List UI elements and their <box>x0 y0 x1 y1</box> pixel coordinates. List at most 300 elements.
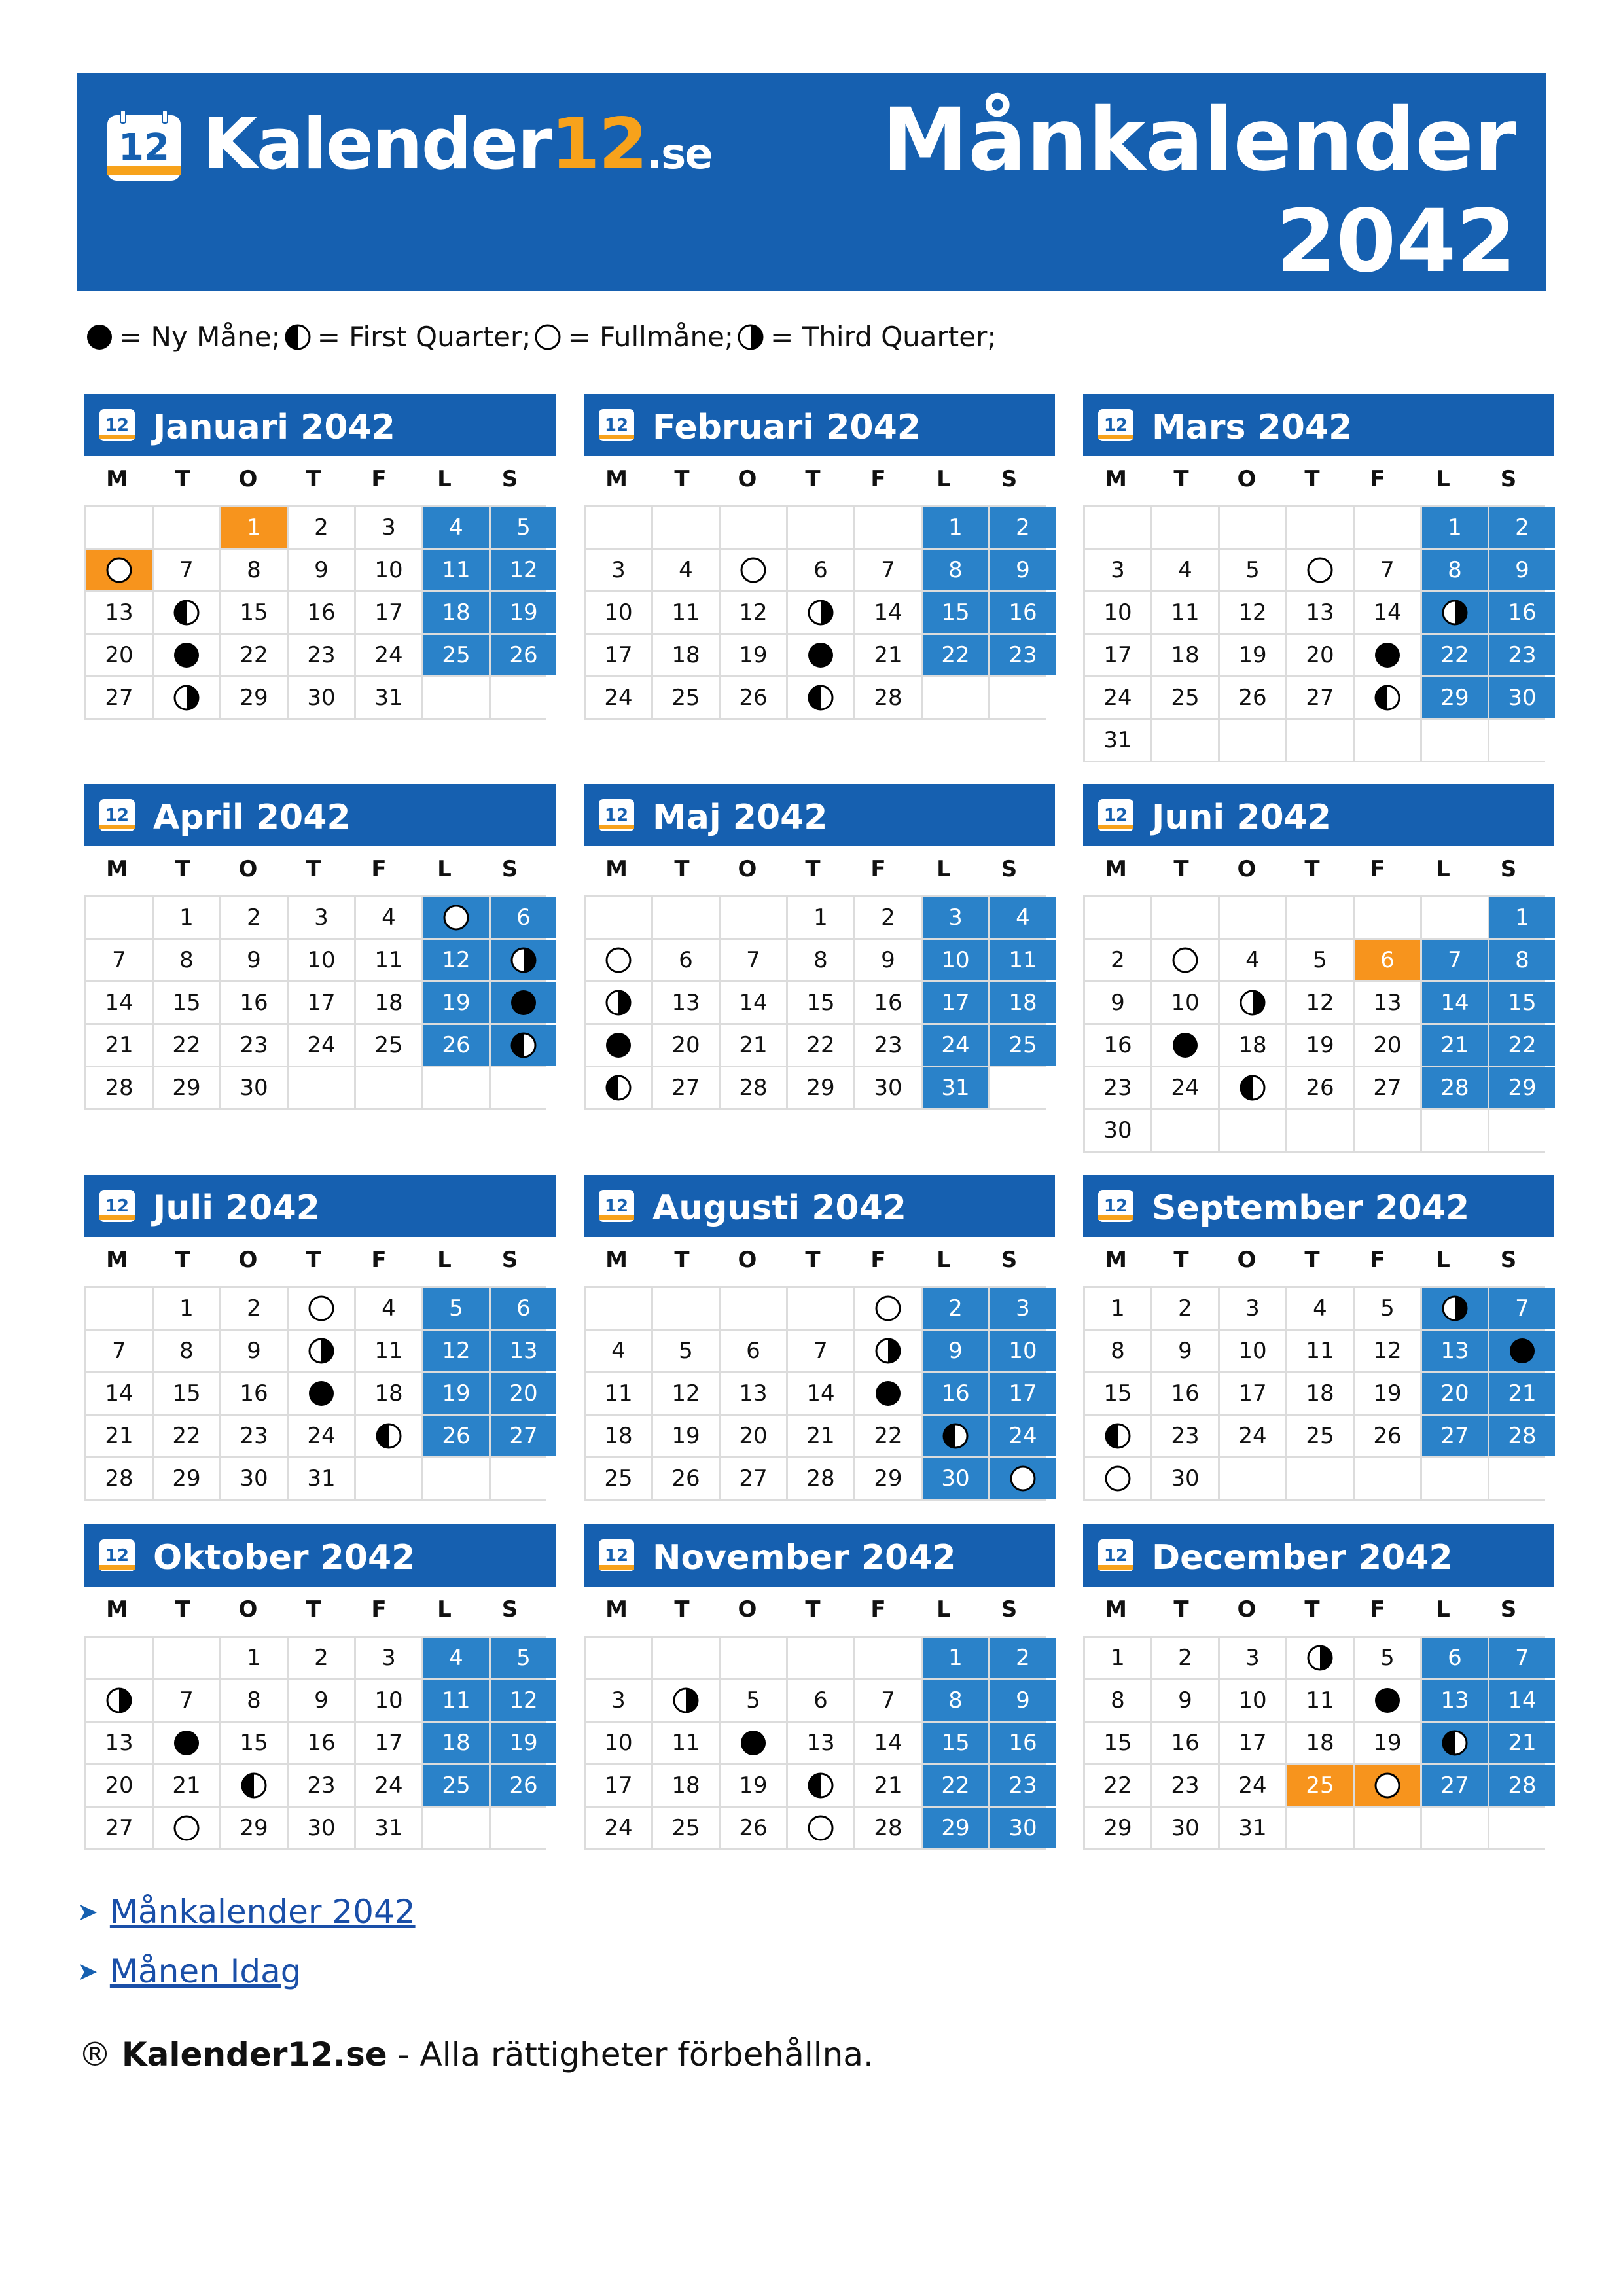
day-cell[interactable]: 26 <box>423 1025 489 1066</box>
day-cell[interactable]: 10 <box>1220 1331 1285 1371</box>
day-cell[interactable]: 9 <box>289 1680 354 1721</box>
day-cell[interactable]: 28 <box>788 1458 853 1499</box>
day-cell[interactable]: 1 <box>154 897 219 938</box>
day-cell[interactable]: 16 <box>1152 1723 1218 1763</box>
day-cell[interactable]: 18 <box>356 1373 421 1414</box>
day-cell[interactable]: 5 <box>653 1331 719 1371</box>
day-cell[interactable]: 11 <box>653 592 719 633</box>
day-cell[interactable]: 24 <box>356 635 421 675</box>
day-cell[interactable]: 10 <box>586 592 651 633</box>
day-cell[interactable]: 15 <box>221 592 287 633</box>
day-cell[interactable]: 24 <box>289 1025 354 1066</box>
moon-phase-day[interactable] <box>423 897 489 938</box>
moon-phase-day[interactable] <box>1220 982 1285 1023</box>
day-cell[interactable]: 19 <box>653 1416 719 1456</box>
day-cell[interactable]: 11 <box>423 1680 489 1721</box>
day-cell[interactable]: 10 <box>1085 592 1150 633</box>
day-cell[interactable]: 6 <box>653 940 719 980</box>
day-cell[interactable]: 25 <box>990 1025 1056 1066</box>
day-cell[interactable]: 17 <box>586 1765 651 1806</box>
day-cell[interactable]: 1 <box>1422 507 1488 548</box>
moon-phase-day[interactable] <box>1085 1458 1150 1499</box>
day-cell[interactable]: 7 <box>788 1331 853 1371</box>
day-cell[interactable]: 12 <box>491 1680 556 1721</box>
day-cell[interactable]: 3 <box>586 1680 651 1721</box>
day-cell[interactable]: 8 <box>923 1680 988 1721</box>
day-cell[interactable]: 10 <box>1152 982 1218 1023</box>
day-cell[interactable]: 10 <box>586 1723 651 1763</box>
day-cell[interactable]: 15 <box>788 982 853 1023</box>
moon-phase-day[interactable] <box>356 1416 421 1456</box>
day-cell[interactable]: 27 <box>721 1458 786 1499</box>
day-cell[interactable]: 22 <box>923 1765 988 1806</box>
day-cell[interactable]: 13 <box>788 1723 853 1763</box>
day-cell[interactable]: 11 <box>990 940 1056 980</box>
day-cell[interactable]: 26 <box>423 1416 489 1456</box>
day-cell[interactable]: 23 <box>990 635 1056 675</box>
day-cell[interactable]: 11 <box>1287 1680 1353 1721</box>
day-cell[interactable]: 3 <box>1085 550 1150 590</box>
day-cell[interactable]: 24 <box>356 1765 421 1806</box>
day-cell[interactable]: 9 <box>221 1331 287 1371</box>
day-cell[interactable]: 18 <box>356 982 421 1023</box>
link-moon-today[interactable]: Månen Idag <box>109 1952 302 1990</box>
day-cell[interactable]: 27 <box>86 677 152 718</box>
day-cell[interactable]: 29 <box>221 1808 287 1848</box>
day-cell[interactable]: 16 <box>855 982 921 1023</box>
day-cell[interactable]: 13 <box>1287 592 1353 633</box>
day-cell[interactable]: 14 <box>86 982 152 1023</box>
moon-phase-day[interactable] <box>586 940 651 980</box>
moon-phase-day[interactable] <box>788 1765 853 1806</box>
moon-phase-day[interactable] <box>1220 1067 1285 1108</box>
moon-phase-day[interactable] <box>154 592 219 633</box>
day-cell[interactable]: 11 <box>653 1723 719 1763</box>
day-cell[interactable]: 27 <box>86 1808 152 1848</box>
day-cell[interactable]: 21 <box>1489 1373 1555 1414</box>
moon-phase-day[interactable] <box>1287 550 1353 590</box>
day-cell[interactable]: 28 <box>855 1808 921 1848</box>
day-cell[interactable]: 9 <box>289 550 354 590</box>
day-cell[interactable]: 20 <box>86 1765 152 1806</box>
day-cell[interactable]: 30 <box>221 1067 287 1108</box>
day-cell[interactable]: 7 <box>154 550 219 590</box>
day-cell[interactable]: 26 <box>1287 1067 1353 1108</box>
day-cell[interactable]: 8 <box>221 550 287 590</box>
day-cell[interactable]: 19 <box>491 592 556 633</box>
day-cell[interactable]: 16 <box>289 592 354 633</box>
day-cell[interactable]: 23 <box>221 1416 287 1456</box>
day-cell[interactable]: 9 <box>990 1680 1056 1721</box>
day-cell[interactable]: 22 <box>221 635 287 675</box>
day-cell[interactable]: 21 <box>788 1416 853 1456</box>
day-cell[interactable]: 28 <box>1489 1416 1555 1456</box>
day-cell[interactable]: 20 <box>1422 1373 1488 1414</box>
day-cell[interactable]: 3 <box>356 507 421 548</box>
day-cell[interactable]: 7 <box>1355 550 1420 590</box>
day-cell[interactable]: 20 <box>1287 635 1353 675</box>
day-cell[interactable]: 2 <box>221 1288 287 1329</box>
day-cell[interactable]: 10 <box>356 1680 421 1721</box>
day-cell[interactable]: 23 <box>990 1765 1056 1806</box>
day-cell[interactable]: 8 <box>1489 940 1555 980</box>
day-cell[interactable]: 27 <box>1422 1416 1488 1456</box>
day-cell[interactable]: 21 <box>721 1025 786 1066</box>
moon-phase-day[interactable] <box>221 1765 287 1806</box>
day-cell[interactable]: 21 <box>855 635 921 675</box>
day-cell[interactable]: 20 <box>491 1373 556 1414</box>
day-cell[interactable]: 24 <box>923 1025 988 1066</box>
moon-phase-day[interactable] <box>289 1288 354 1329</box>
day-cell[interactable]: 4 <box>1220 940 1285 980</box>
day-cell[interactable]: 2 <box>289 1638 354 1678</box>
day-cell[interactable]: 4 <box>1287 1288 1353 1329</box>
day-cell[interactable]: 9 <box>1489 550 1555 590</box>
day-cell[interactable]: 26 <box>491 635 556 675</box>
day-cell[interactable]: 17 <box>1220 1723 1285 1763</box>
day-cell[interactable]: 5 <box>1355 1288 1420 1329</box>
moon-phase-day[interactable] <box>86 550 152 590</box>
moon-phase-day[interactable] <box>721 550 786 590</box>
day-cell[interactable]: 24 <box>289 1416 354 1456</box>
day-cell[interactable]: 19 <box>1287 1025 1353 1066</box>
day-cell[interactable]: 19 <box>1355 1723 1420 1763</box>
day-cell[interactable]: 16 <box>221 1373 287 1414</box>
day-cell[interactable]: 15 <box>154 982 219 1023</box>
day-cell[interactable]: 19 <box>423 982 489 1023</box>
day-cell[interactable]: 30 <box>289 677 354 718</box>
day-cell[interactable]: 24 <box>1152 1067 1218 1108</box>
day-cell[interactable]: 10 <box>990 1331 1056 1371</box>
day-cell[interactable]: 13 <box>86 1723 152 1763</box>
day-cell[interactable]: 7 <box>1489 1638 1555 1678</box>
day-cell[interactable]: 16 <box>289 1723 354 1763</box>
day-cell[interactable]: 20 <box>86 635 152 675</box>
day-cell[interactable]: 3 <box>1220 1288 1285 1329</box>
day-cell[interactable]: 3 <box>586 550 651 590</box>
day-cell[interactable]: 3 <box>356 1638 421 1678</box>
day-cell[interactable]: 5 <box>423 1288 489 1329</box>
day-cell[interactable]: 23 <box>221 1025 287 1066</box>
day-cell[interactable]: 6 <box>1422 1638 1488 1678</box>
day-cell[interactable]: 2 <box>990 507 1056 548</box>
day-cell[interactable]: 2 <box>1489 507 1555 548</box>
day-cell[interactable]: 11 <box>423 550 489 590</box>
day-cell[interactable]: 4 <box>653 550 719 590</box>
day-cell[interactable]: 18 <box>586 1416 651 1456</box>
day-cell[interactable]: 4 <box>423 1638 489 1678</box>
day-cell[interactable]: 7 <box>721 940 786 980</box>
day-cell[interactable]: 29 <box>1489 1067 1555 1108</box>
moon-phase-day[interactable] <box>586 982 651 1023</box>
moon-phase-day[interactable] <box>586 1067 651 1108</box>
day-cell[interactable]: 17 <box>923 982 988 1023</box>
day-cell[interactable]: 22 <box>1489 1025 1555 1066</box>
day-cell[interactable]: 23 <box>1085 1067 1150 1108</box>
day-cell[interactable]: 5 <box>1355 1638 1420 1678</box>
day-cell[interactable]: 19 <box>491 1723 556 1763</box>
day-cell[interactable]: 6 <box>788 550 853 590</box>
day-cell[interactable]: 17 <box>990 1373 1056 1414</box>
day-cell[interactable]: 7 <box>1489 1288 1555 1329</box>
day-cell[interactable]: 13 <box>491 1331 556 1371</box>
day-cell[interactable]: 20 <box>653 1025 719 1066</box>
day-cell[interactable]: 23 <box>289 635 354 675</box>
day-cell[interactable]: 8 <box>788 940 853 980</box>
day-cell[interactable]: 23 <box>1152 1416 1218 1456</box>
day-cell[interactable]: 12 <box>423 1331 489 1371</box>
moon-phase-day[interactable] <box>788 677 853 718</box>
day-cell[interactable]: 14 <box>1355 592 1420 633</box>
day-cell[interactable]: 25 <box>1287 1416 1353 1456</box>
day-cell[interactable]: 30 <box>1085 1110 1150 1151</box>
moon-phase-day[interactable] <box>788 592 853 633</box>
day-cell[interactable]: 8 <box>923 550 988 590</box>
day-cell[interactable]: 4 <box>423 507 489 548</box>
moon-phase-day[interactable] <box>990 1458 1056 1499</box>
moon-phase-day[interactable] <box>1355 635 1420 675</box>
day-cell[interactable]: 26 <box>721 677 786 718</box>
day-cell[interactable]: 9 <box>990 550 1056 590</box>
day-cell[interactable]: 19 <box>721 1765 786 1806</box>
day-cell[interactable]: 29 <box>221 677 287 718</box>
day-cell[interactable]: 12 <box>491 550 556 590</box>
day-cell[interactable]: 30 <box>221 1458 287 1499</box>
day-cell[interactable]: 1 <box>154 1288 219 1329</box>
day-cell[interactable]: 23 <box>1489 635 1555 675</box>
day-cell[interactable]: 13 <box>653 982 719 1023</box>
day-cell[interactable]: 27 <box>1422 1765 1488 1806</box>
moon-phase-day[interactable] <box>653 1680 719 1721</box>
day-cell[interactable]: 25 <box>1287 1765 1353 1806</box>
day-cell[interactable]: 21 <box>154 1765 219 1806</box>
day-cell[interactable]: 14 <box>1489 1680 1555 1721</box>
day-cell[interactable]: 29 <box>788 1067 853 1108</box>
day-cell[interactable]: 5 <box>1287 940 1353 980</box>
day-cell[interactable]: 2 <box>990 1638 1056 1678</box>
day-cell[interactable]: 26 <box>491 1765 556 1806</box>
moon-phase-day[interactable] <box>1152 1025 1218 1066</box>
day-cell[interactable]: 28 <box>1489 1765 1555 1806</box>
day-cell[interactable]: 29 <box>154 1458 219 1499</box>
day-cell[interactable]: 20 <box>721 1416 786 1456</box>
day-cell[interactable]: 22 <box>154 1416 219 1456</box>
day-cell[interactable]: 30 <box>1489 677 1555 718</box>
moon-phase-day[interactable] <box>1422 592 1488 633</box>
day-cell[interactable]: 2 <box>855 897 921 938</box>
moon-phase-day[interactable] <box>491 982 556 1023</box>
day-cell[interactable]: 26 <box>1355 1416 1420 1456</box>
day-cell[interactable]: 8 <box>154 940 219 980</box>
day-cell[interactable]: 30 <box>923 1458 988 1499</box>
day-cell[interactable]: 22 <box>788 1025 853 1066</box>
day-cell[interactable]: 11 <box>356 940 421 980</box>
day-cell[interactable]: 9 <box>923 1331 988 1371</box>
day-cell[interactable]: 8 <box>221 1680 287 1721</box>
day-cell[interactable]: 16 <box>1085 1025 1150 1066</box>
day-cell[interactable]: 8 <box>1085 1331 1150 1371</box>
day-cell[interactable]: 28 <box>855 677 921 718</box>
day-cell[interactable]: 7 <box>1422 940 1488 980</box>
day-cell[interactable]: 23 <box>1152 1765 1218 1806</box>
day-cell[interactable]: 14 <box>855 1723 921 1763</box>
day-cell[interactable]: 4 <box>586 1331 651 1371</box>
day-cell[interactable]: 24 <box>586 677 651 718</box>
day-cell[interactable]: 31 <box>289 1458 354 1499</box>
day-cell[interactable]: 26 <box>1220 677 1285 718</box>
day-cell[interactable]: 23 <box>855 1025 921 1066</box>
day-cell[interactable]: 6 <box>491 897 556 938</box>
day-cell[interactable]: 27 <box>1355 1067 1420 1108</box>
day-cell[interactable]: 25 <box>423 1765 489 1806</box>
day-cell[interactable]: 13 <box>1355 982 1420 1023</box>
day-cell[interactable]: 25 <box>653 677 719 718</box>
day-cell[interactable]: 24 <box>1085 677 1150 718</box>
moon-phase-day[interactable] <box>154 635 219 675</box>
day-cell[interactable]: 7 <box>154 1680 219 1721</box>
day-cell[interactable]: 1 <box>788 897 853 938</box>
day-cell[interactable]: 31 <box>1220 1808 1285 1848</box>
day-cell[interactable]: 17 <box>586 635 651 675</box>
day-cell[interactable]: 16 <box>1152 1373 1218 1414</box>
day-cell[interactable]: 18 <box>423 1723 489 1763</box>
day-cell[interactable]: 31 <box>1085 720 1150 761</box>
day-cell[interactable]: 10 <box>923 940 988 980</box>
day-cell[interactable]: 12 <box>1220 592 1285 633</box>
day-cell[interactable]: 25 <box>356 1025 421 1066</box>
day-cell[interactable]: 30 <box>855 1067 921 1108</box>
day-cell[interactable]: 8 <box>1085 1680 1150 1721</box>
logo-wordmark[interactable] <box>203 103 712 185</box>
day-cell[interactable]: 22 <box>1422 635 1488 675</box>
moon-phase-day[interactable] <box>154 1808 219 1848</box>
day-cell[interactable]: 16 <box>990 592 1056 633</box>
day-cell[interactable]: 26 <box>653 1458 719 1499</box>
day-cell[interactable]: 15 <box>1085 1723 1150 1763</box>
day-cell[interactable]: 25 <box>586 1458 651 1499</box>
moon-phase-day[interactable] <box>855 1331 921 1371</box>
day-cell[interactable]: 25 <box>423 635 489 675</box>
moon-phase-day[interactable] <box>154 677 219 718</box>
day-cell[interactable]: 5 <box>491 1638 556 1678</box>
day-cell[interactable]: 25 <box>653 1808 719 1848</box>
day-cell[interactable]: 5 <box>1220 550 1285 590</box>
day-cell[interactable]: 21 <box>1422 1025 1488 1066</box>
day-cell[interactable]: 18 <box>1287 1723 1353 1763</box>
day-cell[interactable]: 21 <box>855 1765 921 1806</box>
moon-phase-day[interactable] <box>855 1288 921 1329</box>
day-cell[interactable]: 2 <box>923 1288 988 1329</box>
day-cell[interactable]: 14 <box>1422 982 1488 1023</box>
moon-phase-day[interactable] <box>586 1025 651 1066</box>
day-cell[interactable]: 8 <box>154 1331 219 1371</box>
day-cell[interactable]: 17 <box>289 982 354 1023</box>
day-cell[interactable]: 14 <box>788 1373 853 1414</box>
day-cell[interactable]: 2 <box>1152 1638 1218 1678</box>
day-cell[interactable]: 29 <box>855 1458 921 1499</box>
day-cell[interactable]: 22 <box>923 635 988 675</box>
day-cell[interactable]: 10 <box>289 940 354 980</box>
day-cell[interactable]: 12 <box>1355 1331 1420 1371</box>
day-cell[interactable]: 2 <box>1152 1288 1218 1329</box>
day-cell[interactable]: 4 <box>356 897 421 938</box>
moon-phase-day[interactable] <box>855 1373 921 1414</box>
day-cell[interactable]: 1 <box>1489 897 1555 938</box>
day-cell[interactable]: 14 <box>86 1373 152 1414</box>
day-cell[interactable]: 3 <box>289 897 354 938</box>
day-cell[interactable]: 24 <box>586 1808 651 1848</box>
day-cell[interactable]: 18 <box>653 1765 719 1806</box>
day-cell[interactable]: 19 <box>721 635 786 675</box>
day-cell[interactable]: 6 <box>491 1288 556 1329</box>
day-cell[interactable]: 18 <box>423 592 489 633</box>
day-cell[interactable]: 23 <box>289 1765 354 1806</box>
day-cell[interactable]: 9 <box>1152 1331 1218 1371</box>
day-cell[interactable]: 17 <box>1085 635 1150 675</box>
day-cell[interactable]: 30 <box>1152 1458 1218 1499</box>
moon-phase-day[interactable] <box>721 1723 786 1763</box>
moon-phase-day[interactable] <box>1287 1638 1353 1678</box>
day-cell[interactable]: 4 <box>356 1288 421 1329</box>
day-cell[interactable]: 7 <box>86 1331 152 1371</box>
day-cell[interactable]: 15 <box>1085 1373 1150 1414</box>
day-cell[interactable]: 17 <box>1220 1373 1285 1414</box>
day-cell[interactable]: 13 <box>1422 1331 1488 1371</box>
day-cell[interactable]: 26 <box>721 1808 786 1848</box>
day-cell[interactable]: 30 <box>289 1808 354 1848</box>
day-cell[interactable]: 30 <box>990 1808 1056 1848</box>
day-cell[interactable]: 10 <box>1220 1680 1285 1721</box>
day-cell[interactable]: 1 <box>221 507 287 548</box>
day-cell[interactable]: 5 <box>491 507 556 548</box>
day-cell[interactable]: 28 <box>86 1458 152 1499</box>
day-cell[interactable]: 22 <box>1085 1765 1150 1806</box>
day-cell[interactable]: 7 <box>86 940 152 980</box>
moon-phase-day[interactable] <box>1085 1416 1150 1456</box>
moon-phase-day[interactable] <box>923 1416 988 1456</box>
day-cell[interactable]: 12 <box>1287 982 1353 1023</box>
day-cell[interactable]: 10 <box>356 550 421 590</box>
day-cell[interactable]: 6 <box>788 1680 853 1721</box>
link-moon-calendar[interactable]: Månkalender 2042 <box>109 1893 416 1931</box>
moon-phase-day[interactable] <box>289 1331 354 1371</box>
day-cell[interactable]: 6 <box>1355 940 1420 980</box>
day-cell[interactable]: 2 <box>289 507 354 548</box>
day-cell[interactable]: 3 <box>923 897 988 938</box>
moon-phase-day[interactable] <box>86 1680 152 1721</box>
day-cell[interactable]: 16 <box>990 1723 1056 1763</box>
day-cell[interactable]: 22 <box>154 1025 219 1066</box>
moon-phase-day[interactable] <box>788 635 853 675</box>
moon-phase-day[interactable] <box>491 1025 556 1066</box>
day-cell[interactable]: 4 <box>990 897 1056 938</box>
day-cell[interactable]: 18 <box>990 982 1056 1023</box>
day-cell[interactable]: 27 <box>1287 677 1353 718</box>
day-cell[interactable]: 2 <box>221 897 287 938</box>
moon-phase-day[interactable] <box>1489 1331 1555 1371</box>
day-cell[interactable]: 25 <box>1152 677 1218 718</box>
day-cell[interactable]: 3 <box>990 1288 1056 1329</box>
day-cell[interactable]: 13 <box>721 1373 786 1414</box>
day-cell[interactable]: 29 <box>923 1808 988 1848</box>
day-cell[interactable]: 14 <box>855 592 921 633</box>
day-cell[interactable]: 11 <box>1287 1331 1353 1371</box>
moon-phase-day[interactable] <box>289 1373 354 1414</box>
day-cell[interactable]: 31 <box>356 1808 421 1848</box>
day-cell[interactable]: 20 <box>1355 1025 1420 1066</box>
day-cell[interactable]: 16 <box>923 1373 988 1414</box>
day-cell[interactable]: 1 <box>923 507 988 548</box>
